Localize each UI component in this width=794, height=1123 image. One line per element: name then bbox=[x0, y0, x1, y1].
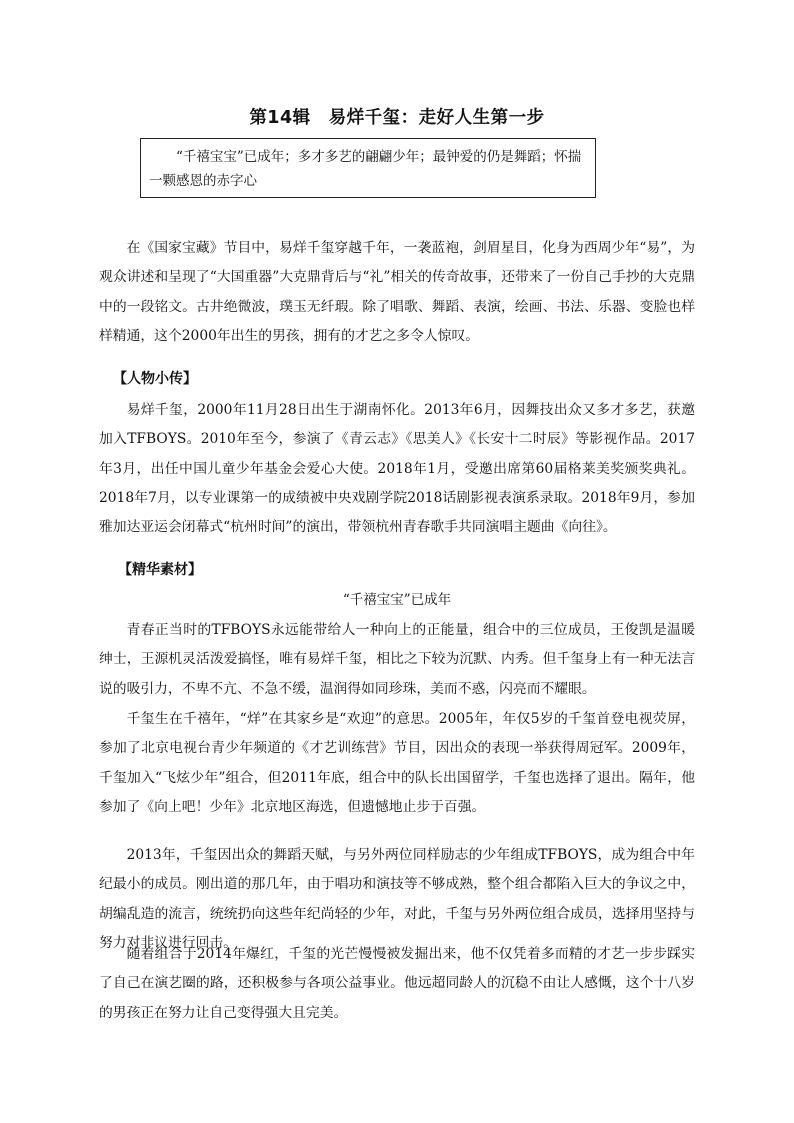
essence-subtitle: “千禧宝宝”已成年 bbox=[342, 592, 452, 608]
document-title: 第14辑 易烊千玺：走好人生第一步 bbox=[249, 108, 545, 128]
essence-paragraph-1: 青春正当时的TFBOYS永远能带给人一种向上的正能量，组合中的三位成员，王俊凯是温暖绅士，王源机灵活泼爱搞怪，唯有易烊千玺，相比之下较为沉默、内秀。但千玺身上有一种无法言说的吸引力，不卑不亢、不急不缓，温润得如同珍珠，美而不惑，闪亮而不耀眼。 bbox=[99, 622, 695, 697]
bio-paragraph: 易烊千玺，2000年11月28日出生于湖南怀化。2013年6月，因舞技出众又多才多艺，获邀加入TFBOYS。2010年至今，参演了《青云志》《思美人》《长安十二时辰》等影视作品。2017年3月，出任中国儿童少年基金会爱心大使。2018年1月，受邀出席第60届格莱美奖颁奖典礼。2018年7月，以专业课第一的成绩被中央戏剧学院2018话剧影视表演系录取。2018年9月，参加雅加达亚运会闭幕式“杭州时间”的演出，带领杭州青春歌手共同演唱主题曲《向往》。 bbox=[99, 402, 695, 536]
essence-paragraph-2: 千玺生在千禧年，“烊”在其家乡是“欢迎”的意思。2005年，年仅5岁的千玺首登电视荧屏，参加了北京电视台青少年频道的《才艺训练营》节目，因出众的表现一举获得周冠军。2009年，千玺加入“飞炫少年”组合，但2011年底，组合中的队长出国留学，千玺也选择了退出。隔年，他参加了《向上吧！少年》北京地区海选，但遗憾地止步于百强。 bbox=[99, 711, 695, 815]
essence-paragraph-4: 随着组合于2014年爆红，千玺的光芒慢慢被发掘出来，他不仅凭着多而精的才艺一步步踩实了自己在演艺圈的路，还积极参与各项公益事业。他远超同龄人的沉稳不由让人感慨，这个十八岁的男孩正在努力让自己变得强大且完美。 bbox=[99, 946, 695, 1021]
summary-box: “千禧宝宝”已成年；多才多艺的翩翩少年；最钟爱的仍是舞蹈；怀揣一颗感恩的赤字心 bbox=[140, 138, 596, 198]
bio-heading: 【人物小传】 bbox=[113, 371, 197, 387]
intro-paragraph: 在《国家宝藏》节目中，易烊千玺穿越千年，一袭蓝袍，剑眉星目，化身为西周少年“易”，为观众讲述和呈现了“大国重器”大克鼎背后与“礼”相关的传奇故事，还带来了一份自己手抄的大克鼎中的一段铭文。古井绝微波，璞玉无纤瑕。除了唱歌、舞蹈、表演，绘画、书法、乐器、变脸也样样精通，这个2000年出生的男孩，拥有的才艺之多令人惊叹。 bbox=[99, 240, 695, 344]
essence-paragraph-3: 2013年，千玺因出众的舞蹈天赋，与另外两位同样励志的少年组成TFBOYS，成为组合中年纪最小的成员。刚出道的那几年，由于唱功和演技等不够成熟，整个组合都陷入巨大的争议之中，胡编乱造的流言，统统扔向这些年纪尚轻的少年，对此，千玺与另外两位组合成员，选择用坚持与努力对非议进行回击。 bbox=[99, 847, 695, 951]
essence-heading: 【精华素材】 bbox=[118, 562, 202, 578]
